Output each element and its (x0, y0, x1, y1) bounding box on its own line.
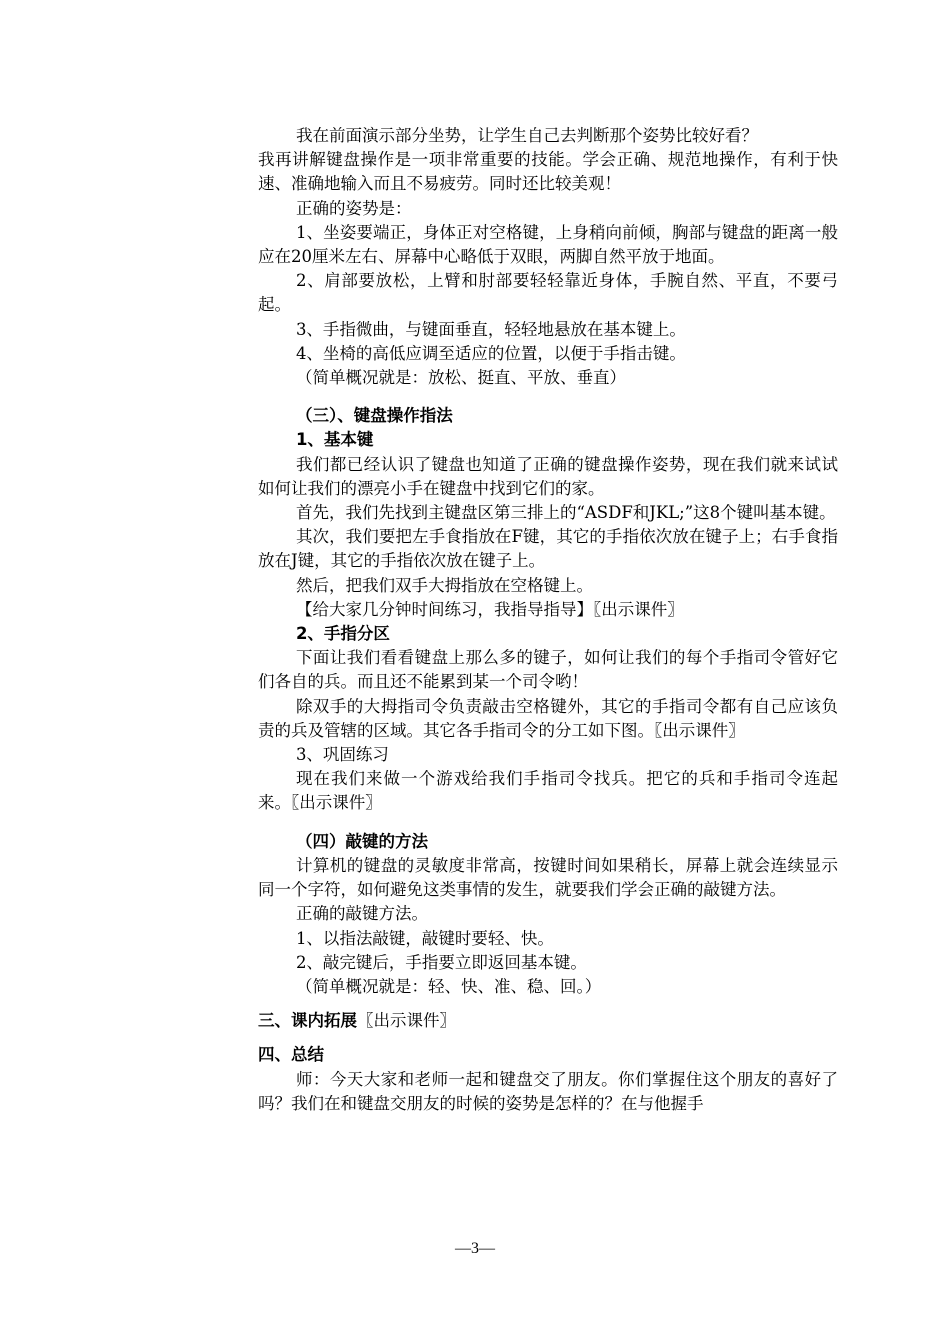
list-item: 1、坐姿要端正，身体正对空格键，上身稍向前倾，胸部与键盘的距离一般应在20厘米左右、屏幕中心略低于双眼，两脚自然平放于地面。 (258, 222, 838, 267)
paragraph: 然后，把我们双手大拇指放在空格键上。 (295, 575, 593, 595)
list-item: 3、手指微曲，与键面垂直，轻轻地悬放在基本键上。 (295, 319, 686, 339)
section-heading: （四）敲键的方法 (295, 831, 428, 851)
paragraph: 正确的敲键方法。 (295, 904, 428, 924)
paragraph: （简单概况就是：轻、快、准、稳、回。） (295, 976, 602, 996)
paragraph: 其次，我们要把左手食指放在F键，其它的手指依次放在键子上；右手食指放在J键，其它的手指依次放在键子上。 (258, 527, 838, 571)
paragraph: 除双手的大拇指司令负责敲击空格键外，其它的手指司令都有自己应该负责的兵及管辖的区域。其它各手指司令的分工如下图。〖出示课件〗 (258, 696, 838, 740)
list-item: 2、肩部要放松，上臂和肘部要轻轻靠近身体，手腕自然、平直，不要弓起。 (258, 271, 838, 315)
paragraph: 【给大家几分钟时间练习，我指导指导】〖出示课件〗 (295, 599, 684, 619)
paragraph: 计算机的键盘的灵敏度非常高，按键时间如果稍长，屏幕上就会连续显示同一个字符，如何避免这类事情的发生，就要我们学会正确的敲键方法。 (258, 855, 838, 900)
paragraph: 首先，我们先找到主键盘区第三排上的“ASDF和JKL;”这8个键叫基本键。 (295, 503, 836, 523)
paragraph: 正确的姿势是： (295, 198, 412, 218)
section-heading-line (258, 1009, 838, 1033)
list-item: 1、以指法敲键，敲键时要轻、快。 (295, 928, 554, 948)
paragraph: 现在我们来做一个游戏给我们手指司令找兵。把它的兵和手指司令连起来。〖出示课件〗 (258, 769, 838, 813)
subsection-heading: 1、基本键 (295, 430, 374, 450)
paragraph: 我们都已经认识了键盘也知道了正确的键盘操作姿势，现在我们就来试试如何让我们的漂亮小手在键盘中找到它们的家。 (258, 454, 838, 498)
subsection-heading: 3、巩固练习 (295, 745, 389, 765)
subsection-heading: 2、手指分区 (295, 624, 390, 644)
section-heading: 三、课内拓展 (258, 1011, 357, 1031)
section-heading: 四、总结 (258, 1045, 324, 1065)
section-heading: （三）、键盘操作指法 (295, 406, 453, 426)
page-number: —3— (455, 1240, 495, 1257)
courseware-note: 〖出示课件〗 (357, 1011, 456, 1031)
paragraph: （简单概况就是：放松、挺直、平放、垂直） (295, 368, 626, 388)
document-body (258, 124, 838, 1116)
paragraph: 我在前面演示部分坐势，让学生自己去判断那个姿势比较好看？ (295, 126, 758, 145)
list-item: 2、敲完键后，手指要立即返回基本键。 (295, 952, 587, 972)
list-item: 4、坐椅的高低应调至适应的位置，以便于手指击键。 (295, 343, 686, 363)
paragraph: 师：今天大家和老师一起和键盘交了朋友。你们掌握住这个朋友的喜好了吗？我们在和键盘交朋友的时候的姿势是怎样的？在与他握手 (258, 1069, 838, 1113)
paragraph: 下面让我们看看键盘上那么多的键子，如何让我们的每个手指司令管好它们各自的兵。而且还不能累到某一个司令哟！ (258, 648, 838, 692)
paragraph: 我再讲解键盘操作是一项非常重要的技能。学会正确、规范地操作，有利于快速、准确地输入而且不易疲劳。同时还比较美观！ (258, 150, 838, 194)
